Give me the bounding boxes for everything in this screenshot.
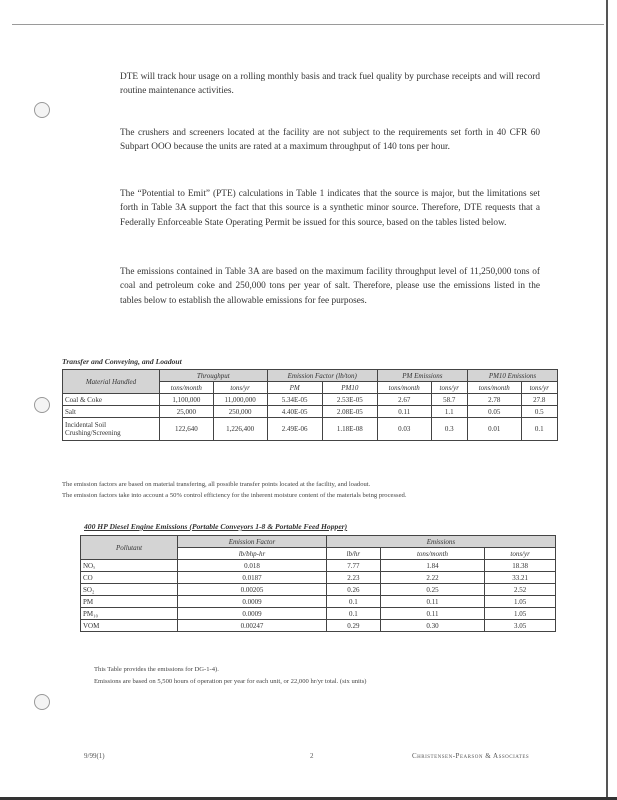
table-cell: 18.38 [485, 560, 556, 572]
table-cell: 0.11 [380, 608, 484, 620]
table-cell: 0.01 [467, 418, 521, 441]
table-cell: 0.25 [380, 584, 484, 596]
pollutant-header: Pollutant [81, 536, 178, 560]
row-label: VOM [81, 620, 178, 632]
row-label: Incidental Soil Crushing/Screening [63, 418, 160, 441]
paragraph-4: The emissions contained in Table 3A are based on the maximum facility throughput level of 11,250,000 tons of coal and petroleum coke and 250,000 tons per year of salt. Therefore, please use the emissions listed in the tables below to establish the allowable emissions for fee purposes. [120, 267, 540, 306]
material-header: Material Handled [63, 370, 160, 394]
unit-cell: tons/yr [485, 548, 556, 560]
row-label: Salt [63, 406, 160, 418]
table-cell: 0.0009 [178, 608, 327, 620]
table-cell: 1.05 [485, 608, 556, 620]
table-cell: 0.26 [326, 584, 380, 596]
unit-cell: tons/month [467, 382, 521, 394]
unit-cell: tons/month [380, 548, 484, 560]
emission-factor-header: Emission Factor [178, 536, 327, 548]
table-row [81, 560, 556, 572]
diesel-engine-emissions-table [80, 535, 556, 632]
table-row [81, 608, 556, 620]
table-cell: 2.49E-06 [267, 418, 322, 441]
table-cell: 122,640 [160, 418, 214, 441]
table-cell: 0.0187 [178, 572, 327, 584]
footer-company: Christensen-Pearson & Associates [412, 752, 530, 760]
table-cell: 0.00247 [178, 620, 327, 632]
table-cell: 5.34E-05 [267, 394, 322, 406]
pm10-emissions-header: PM10 Emissions [467, 370, 557, 382]
table-cell: 2.08E-05 [322, 406, 377, 418]
row-label: NOₓ [81, 560, 178, 572]
pm-emissions-header: PM Emissions [377, 370, 467, 382]
table-cell: 25,000 [160, 406, 214, 418]
table-row [63, 418, 558, 441]
table-cell: 2.23 [326, 572, 380, 584]
table-cell: 0.29 [326, 620, 380, 632]
row-label: CO [81, 572, 178, 584]
table-cell: 250,000 [213, 406, 267, 418]
table-cell: 1.1 [431, 406, 467, 418]
unit-cell: tons/month [160, 382, 214, 394]
table-cell: 0.30 [380, 620, 484, 632]
top-rule [12, 24, 604, 25]
paragraph-1: DTE will track hour usage on a rolling monthly basis and track fuel quality by purchase receipts and will record routine maintenance activities. [120, 72, 540, 97]
table-cell: 3.05 [485, 620, 556, 632]
footer-left: 9/99(1) [84, 752, 105, 760]
table-cell: 27.8 [521, 394, 557, 406]
row-label: SO₂ [81, 584, 178, 596]
emissions-header: Emissions [326, 536, 555, 548]
table-row [81, 596, 556, 608]
paragraph-2: The crushers and screeners located at the facility are not subject to the requirements set forth in 40 CFR 60 Subpart OOO because the units are rated at a maximum throughput of 140 tons per hour. [120, 128, 540, 153]
row-label: PM [81, 596, 178, 608]
unit-cell: lb/hr [326, 548, 380, 560]
table-cell: 1.05 [485, 596, 556, 608]
table-cell: 2.78 [467, 394, 521, 406]
table-row [81, 572, 556, 584]
table1-note: The emission factors are based on material transfering, all possible transfer points located at the facility, and loadout. [62, 481, 371, 488]
table-cell: 2.67 [377, 394, 431, 406]
table-row [81, 620, 556, 632]
unit-cell: PM10 [322, 382, 377, 394]
table-cell: 0.03 [377, 418, 431, 441]
table-cell: 0.00205 [178, 584, 327, 596]
table2-caption: 400 HP Diesel Engine Emissions (Portable Conveyors 1-8 & Portable Feed Hopper) [84, 522, 348, 531]
unit-cell: tons/yr [431, 382, 467, 394]
table-cell: 1,100,000 [160, 394, 214, 406]
hole-punch-mark [34, 694, 50, 710]
table-cell: 0.5 [521, 406, 557, 418]
table-cell: 58.7 [431, 394, 467, 406]
table-cell: 33.21 [485, 572, 556, 584]
table-cell: 0.1 [326, 596, 380, 608]
table-cell: 0.1 [521, 418, 557, 441]
unit-cell: tons/month [377, 382, 431, 394]
table2-note: This Table provides the emissions for DG-1-4). [94, 666, 219, 673]
row-label: PM₁₀ [81, 608, 178, 620]
paragraph-3: The “Potential to Emit” (PTE) calculations in Table 1 indicates that the source is major, but the limitations set forth in Table 3A support the fact that this source is a synthetic minor source. Therefore, DTE requests that a Federally Enforceable State Operating Permit be issued for this source, based on the tables listed below. [120, 189, 540, 228]
table-cell: 0.11 [377, 406, 431, 418]
unit-cell: tons/yr [521, 382, 557, 394]
unit-cell: PM [267, 382, 322, 394]
table-cell: 0.05 [467, 406, 521, 418]
table-cell: 0.3 [431, 418, 467, 441]
table-row [63, 406, 558, 418]
table-row [63, 394, 558, 406]
table-cell: 0.11 [380, 596, 484, 608]
table2-note: Emissions are based on 5,500 hours of operation per year for each unit, or 22,000 hr/yr total. (six units) [94, 678, 367, 685]
table-cell: 1.18E-08 [322, 418, 377, 441]
table-cell: 0.1 [326, 608, 380, 620]
table-cell: 1,226,400 [213, 418, 267, 441]
table-cell: 11,000,000 [213, 394, 267, 406]
hole-punch-mark [34, 397, 50, 413]
table-cell: 7.77 [326, 560, 380, 572]
table-cell: 0.0009 [178, 596, 327, 608]
hole-punch-mark [34, 102, 50, 118]
unit-cell: lb/bhp-hr [178, 548, 327, 560]
page-number: 2 [310, 752, 314, 760]
table-cell: 2.22 [380, 572, 484, 584]
transfer-emissions-table [62, 369, 558, 441]
page-edge [606, 0, 608, 800]
table-cell: 1.84 [380, 560, 484, 572]
table1-caption: Transfer and Conveying, and Loadout [62, 357, 182, 366]
table-cell: 2.52 [485, 584, 556, 596]
unit-cell: tons/yr [213, 382, 267, 394]
table-cell: 2.53E-05 [322, 394, 377, 406]
table-cell: 4.40E-05 [267, 406, 322, 418]
row-label: Coal & Coke [63, 394, 160, 406]
table-row [81, 584, 556, 596]
emission-factor-header: Emission Factor (lb/ton) [267, 370, 377, 382]
table1-note: The emission factors take into account a 50% control efficiency for the inherent moisture content of the materials being processed. [62, 492, 407, 499]
table-cell: 0.018 [178, 560, 327, 572]
throughput-header: Throughput [160, 370, 268, 382]
